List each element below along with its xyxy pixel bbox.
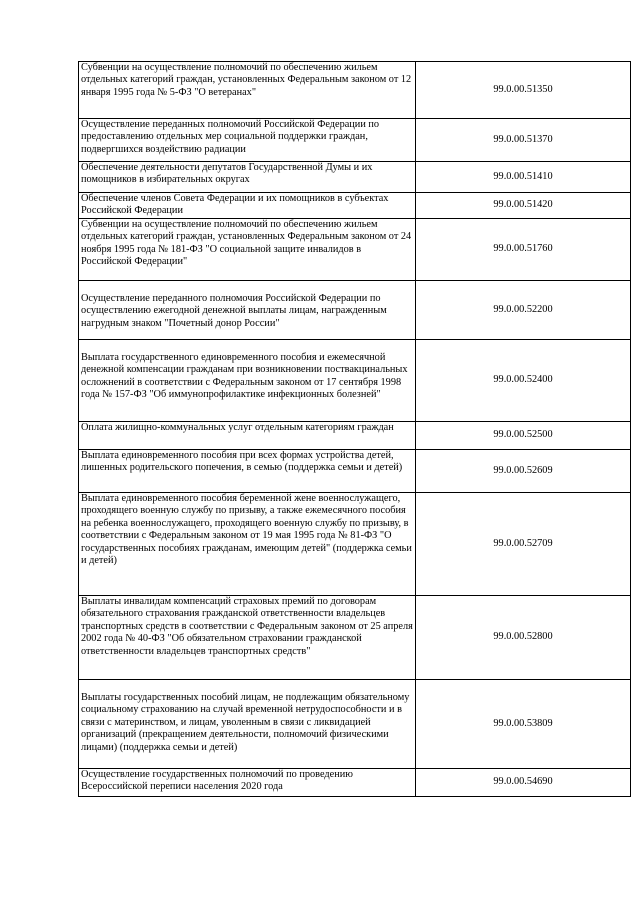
expense-code-cell: 99.0.00.51420 xyxy=(416,193,631,219)
expense-code-cell: 99.0.00.52500 xyxy=(416,422,631,450)
expense-name-cell: Осуществление переданного полномочия Российской Федерации по осуществлению ежегодной денежной выплаты лицам, награжденным нагрудным знаком "Почетный донор России" xyxy=(79,281,416,340)
expense-name-cell: Выплата государственного единовременного пособия и ежемесячной денежной компенсации гражданам при возникновении поствакцинальных осложнений в соответствии с Федеральным законом от 17 сентября 1998 года № 157-ФЗ "Об иммунопрофилактике инфекционных болезней" xyxy=(79,340,416,422)
table-row xyxy=(79,450,631,493)
table-row xyxy=(79,596,631,680)
expense-name-cell: Обеспечение деятельности депутатов Государственной Думы и их помощников в избирательных округах xyxy=(79,162,416,193)
table-row xyxy=(79,493,631,596)
table-row xyxy=(79,422,631,450)
expense-name-cell: Осуществление государственных полномочий по проведению Всероссийской переписи населения 2020 года xyxy=(79,769,416,797)
expense-name-cell: Выплата единовременного пособия при всех формах устройства детей, лишенных родительского попечения, в семью (поддержка семьи и детей) xyxy=(79,450,416,493)
expense-name-cell: Выплата единовременного пособия беременной жене военнослужащего, проходящего военную службу по призыву, а также ежемесячного пособия на ребенка военнослужащего, проходящего военную службу по призыву, в соответствии с Федеральным законом от 19 мая 1995 года № 81-ФЗ "О государственных пособиях гражданам, имеющим детей" (поддержка семьи и детей) xyxy=(79,493,416,596)
table-row xyxy=(79,769,631,797)
expense-code-cell: 99.0.00.52200 xyxy=(416,281,631,340)
expense-code-cell: 99.0.00.52800 xyxy=(416,596,631,680)
table-row xyxy=(79,219,631,281)
expense-code-cell: 99.0.00.54690 xyxy=(416,769,631,797)
expense-name-cell: Обеспечение членов Совета Федерации и их помощников в субъектах Российской Федерации xyxy=(79,193,416,219)
table-row xyxy=(79,193,631,219)
table-row xyxy=(79,162,631,193)
expense-code-cell: 99.0.00.52709 xyxy=(416,493,631,596)
table-row xyxy=(79,680,631,769)
expense-name-cell: Осуществление переданных полномочий Российской Федерации по предоставлению отдельных мер социальной поддержки граждан, подвергшихся воздействию радиации xyxy=(79,119,416,162)
expense-name-cell: Выплаты инвалидам компенсаций страховых премий по договорам обязательного страхования гражданской ответственности владельцев транспортных средств в соответствии с Федеральным законом от 25 апреля 2002 года № 40-ФЗ "Об обязательном страховании гражданской ответственности владельцев транспортных средств" xyxy=(79,596,416,680)
expense-code-cell: 99.0.00.52609 xyxy=(416,450,631,493)
expense-name-cell: Субвенции на осуществление полномочий по обеспечению жильем отдельных категорий граждан, установленных Федеральным законом от 12 января 1995 года № 5-ФЗ "О ветеранах" xyxy=(79,62,416,119)
table-row xyxy=(79,340,631,422)
expense-name-cell: Оплата жилищно-коммунальных услуг отдельным категориям граждан xyxy=(79,422,416,450)
budget-classification-table xyxy=(78,61,631,797)
table-row xyxy=(79,281,631,340)
expense-code-cell: 99.0.00.51350 xyxy=(416,62,631,119)
expense-name-cell: Выплаты государственных пособий лицам, не подлежащим обязательному социальному страхованию на случай временной нетрудоспособности и в связи с материнством, и лицам, уволенным в связи с ликвидацией организаций (прекращением деятельности, полномочий физическими лицами) (поддержка семьи и детей) xyxy=(79,680,416,769)
expense-code-cell: 99.0.00.53809 xyxy=(416,680,631,769)
expense-name-cell: Субвенции на осуществление полномочий по обеспечению жильем отдельных категорий граждан, установленных Федеральным законом от 24 ноября 1995 года № 181-ФЗ "О социальной защите инвалидов в Российской Федерации" xyxy=(79,219,416,281)
table-row xyxy=(79,62,631,119)
expense-code-cell: 99.0.00.51410 xyxy=(416,162,631,193)
table-row xyxy=(79,119,631,162)
expense-code-cell: 99.0.00.51370 xyxy=(416,119,631,162)
expense-code-cell: 99.0.00.51760 xyxy=(416,219,631,281)
expense-code-cell: 99.0.00.52400 xyxy=(416,340,631,422)
